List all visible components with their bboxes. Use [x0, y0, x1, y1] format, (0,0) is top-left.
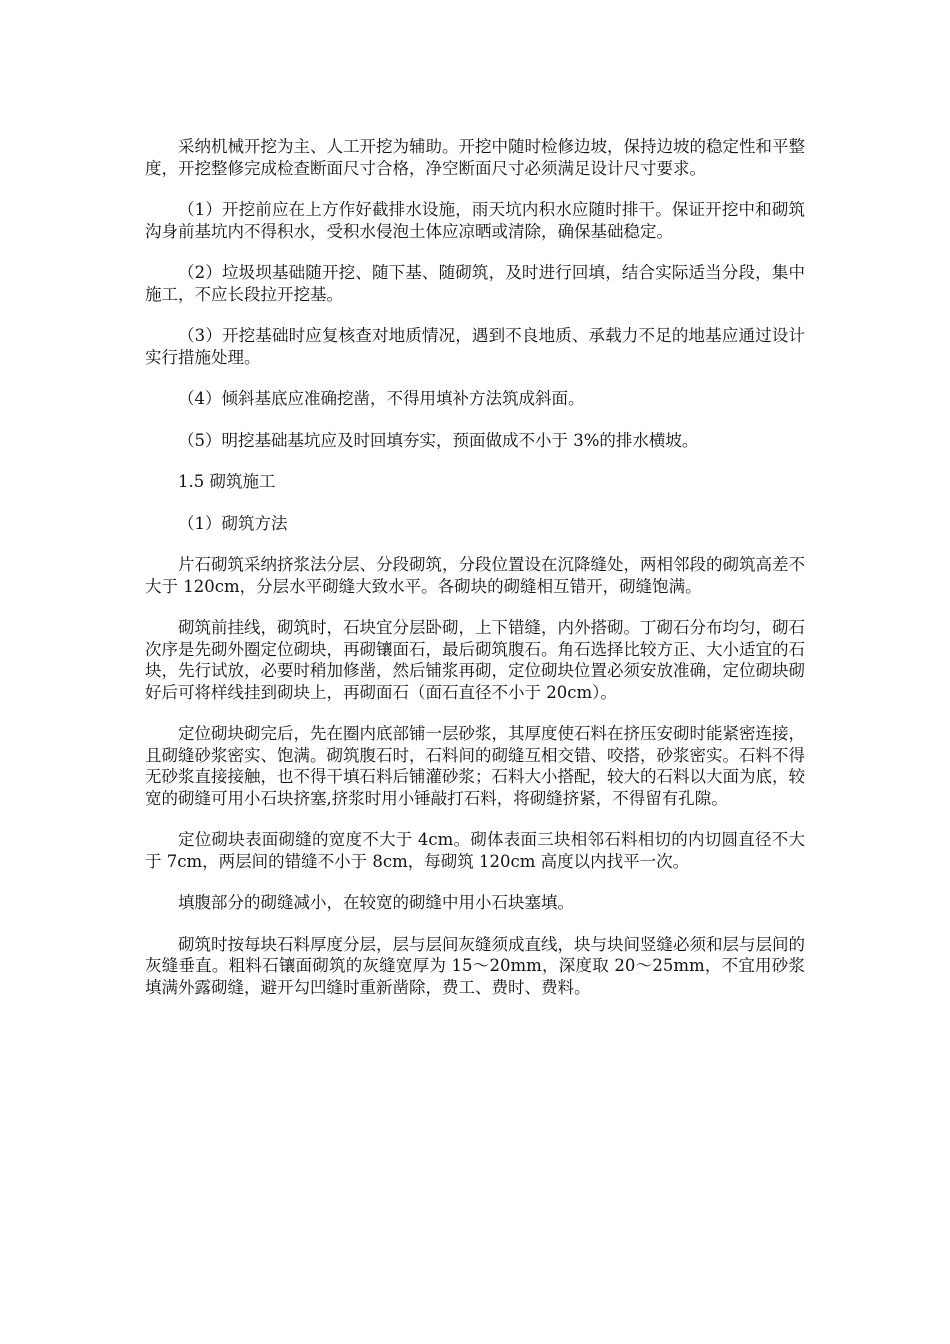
paragraph-item-2-foundation: （2）垃圾坝基础随开挖、随下基、随砌筑，及时进行回填，结合实际适当分段，集中施工，不应长段拉开挖基。 [145, 263, 805, 304]
section-heading-masonry: 1.5 砌筑施工 [178, 472, 276, 491]
paragraph-item-3-geology: （3）开挖基础时应复核查对地质情况，遇到不良地质、承载力不足的地基应通过设计实行措施处理。 [145, 326, 805, 367]
paragraph-item-5-backfill: （5）明挖基础基坑应及时回填夯实，预面做成不小于 3%的排水横坡。 [178, 430, 699, 450]
subheading-masonry-method: （1）砌筑方法 [178, 513, 288, 533]
paragraph-layering: 砌筑时按每块石料厚度分层，层与层间灰缝须成直线，块与块间竖缝必须和层与层间的灰缝垂直。粗料石镶面砌筑的灰缝宽厚为 15～20mm，深度取 20～25mm，不宜用砂浆填满外露砌缝，避开勾凹缝时重新凿除，费工、费时、费料。 [145, 934, 805, 997]
paragraph-item-4-slope-base: （4）倾斜基底应准确挖凿，不得用填补方法筑成斜面。 [178, 389, 585, 408]
document-body [145, 136, 805, 1018]
paragraph-fill-joints: 填腹部分的砌缝减小，在较宽的砌缝中用小石块塞填。 [178, 893, 574, 912]
paragraph-mortar-bedding: 定位砌块砌完后，先在圈内底部铺一层砂浆，其厚度使石料在挤压安砌时能紧密连接，且砌缝砂浆密实、饱满。砌筑腹石时，石料间的砌缝互相交错、咬搭，砂浆密实。石料不得无砂浆直接接触，也不得干填石料后铺灌砂浆；石料大小搭配，较大的石料以大面为底，较宽的砌缝可用小石块挤塞,挤浆时用小锤敲打石料，将砌缝挤紧，不得留有孔隙。 [145, 724, 805, 808]
paragraph-rubble-masonry: 片石砌筑采纳挤浆法分层、分段砌筑，分段位置设在沉降缝处，两相邻段的砌筑高差不大于 120cm，分层水平砌缝大致水平。各砌块的砌缝相互错开，砌缝饱满。 [145, 555, 805, 596]
paragraph-item-1-drainage: （1）开挖前应在上方作好截排水设施，雨天坑内积水应随时排干。保证开挖中和砌筑沟身前基坑内不得积水，受积水侵泡土体应凉晒或清除，确保基础稳定。 [145, 200, 805, 241]
paragraph-line-setting: 砌筑前挂线，砌筑时，石块宜分层卧砌，上下错缝，内外搭砌。丁砌石分布均匀，砌石次序是先砌外圈定位砌块，再砌镶面石，最后砌筑腹石。角石选择比较方正、大小适宜的石块，先行试放，必要时稍加修凿，然后铺浆再砌，定位砌块位置必须安放准确，定位砌块砌好后可将样线挂到砌块上，再砌面石（面石直径不小于 20cm）。 [145, 618, 805, 702]
paragraph-joint-width: 定位砌块表面砌缝的宽度不大于 4cm。砌体表面三块相邻石料相切的内切圆直径不大于 7cm，两层间的错缝不小于 8cm，每砌筑 120cm 高度以内找平一次。 [145, 830, 805, 871]
paragraph-excavation-method: 采纳机械开挖为主、人工开挖为辅助。开挖中随时检修边坡，保持边坡的稳定性和平整度，开挖整修完成检查断面尺寸合格，净空断面尺寸必须满足设计尺寸要求。 [145, 137, 805, 178]
